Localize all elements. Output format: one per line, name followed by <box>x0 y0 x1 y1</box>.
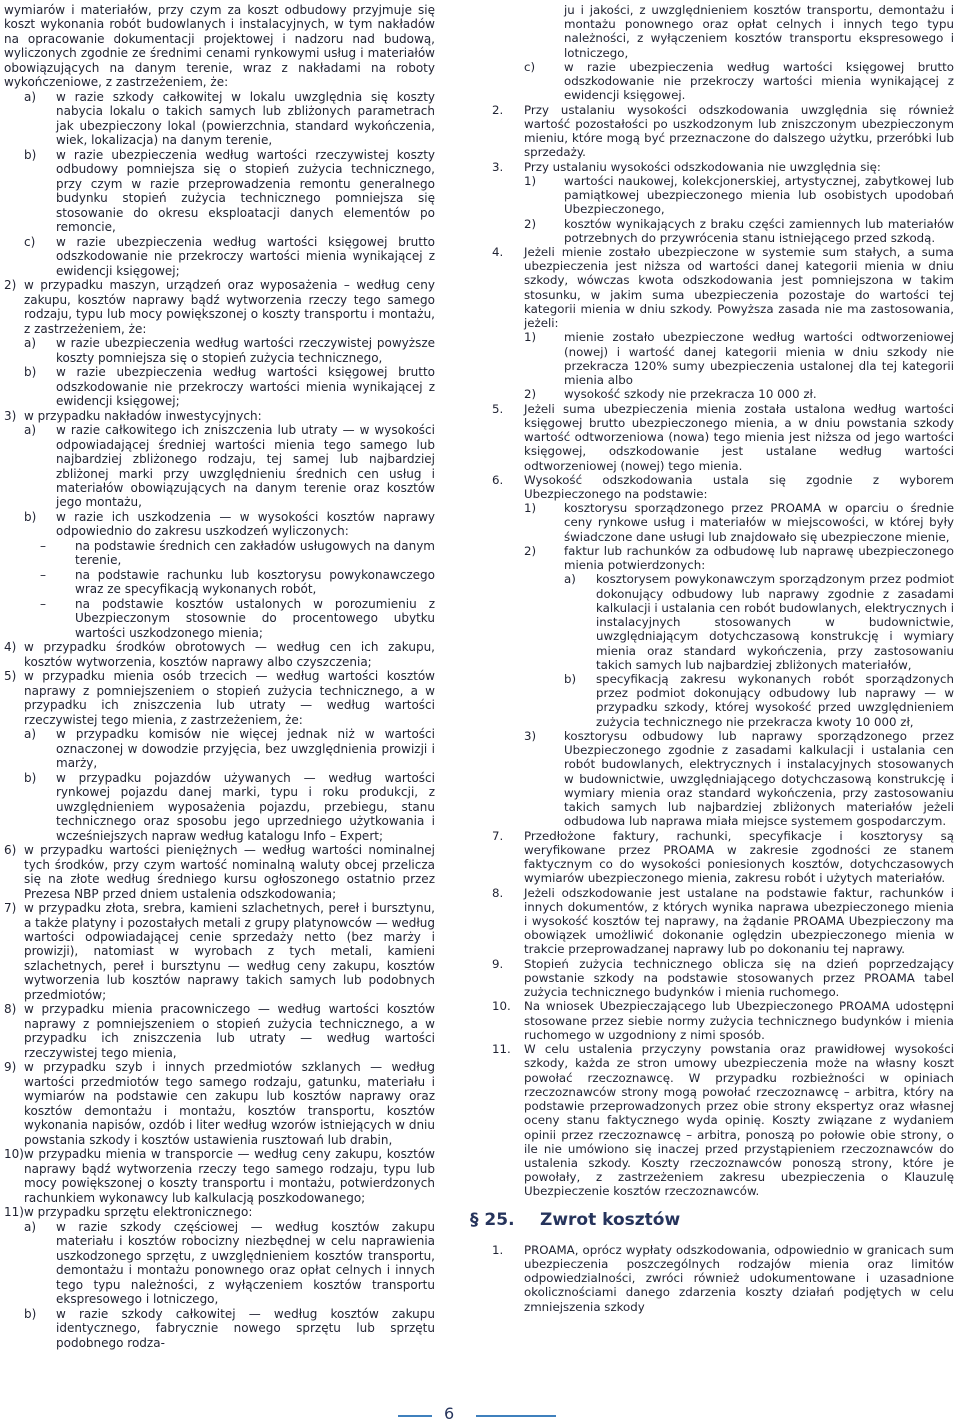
list-item <box>484 3 954 60</box>
item-label: 1. <box>492 1242 504 1257</box>
left-column <box>4 3 435 1350</box>
list-item <box>4 1220 435 1307</box>
list-item <box>484 1042 954 1199</box>
item-text: PROAMA, oprócz wypłaty odszkodowania, odpowiednio w granicach sum ubezpieczenia poszczególnych rodzajów mienia oraz limitów odpowiedzialności, zwróci również udokumentowane i uzasadnione okolicznościami danego zdarzenia koszty działań podjętych w celu zmniejszenia szkody <box>524 1242 954 1314</box>
item-label: 11. <box>492 1042 511 1057</box>
item-text: wartości naukowej, kolekcjonerskiej, artystycznej, zabytkowej lub pamiątkowej ubezpieczonego mienia lub osobistych upodobań Ubezpieczonego, <box>564 173 954 217</box>
item-text: Stopień zużycia technicznego oblicza się na dzień poprzedzający powstanie szkody na podstawie stosowanych przez PROAMA tabel zużycia technicznego budynków i mienia ruchomego. <box>524 956 954 1000</box>
item-label: b) <box>24 1306 37 1321</box>
item-label: 1) <box>524 501 537 516</box>
item-text: w przypadku mienia osób trzecich — według wartości kosztów naprawy z pomniejszeniem o stopień zużycia technicznego, a w przypadku ich zniszczenia lub utraty — według wartości rzeczywistej tego mienia, z zastrzeżeniem, że: <box>24 669 435 727</box>
list-item <box>4 3 435 90</box>
item-text: wymiarów i materiałów, przy czym za koszt odbudowy przyjmuje się koszt wykonania robót budowlanych i instalacyjnych, w tym nakładów na opracowanie dokumentacji projektowej i nadzoru nad budową, wyliczonych zgodnie ze średnimi cenami rynkowymi usług i materiałów obowiązujących na danym terenie, wraz z nakładami na roboty wykończeniowe, z zastrzeżeniem, że: <box>4 3 435 90</box>
item-text: Przy ustalaniu wysokości odszkodowania uwzględnia się również wartość pozostałości po uszkodzonym lub zniszczonym ubezpieczonym mieniu, które mogą być przeznaczone do dalszego użytku, przeróbki lub sprzedaży. <box>524 102 954 160</box>
item-label: – <box>40 538 46 553</box>
list-item <box>484 174 954 217</box>
list-item <box>4 901 435 1002</box>
item-text: w przypadku maszyn, urządzeń oraz wyposażenia – według ceny zakupu, kosztów naprawy bądź wytworzenia rzeczy tego samego rodzaju, typu lub mocy powiększonej o koszty transportu i montażu, z zastrzeżeniem, że: <box>24 278 435 336</box>
item-label: 1) <box>524 330 537 345</box>
item-label: 8. <box>492 885 504 900</box>
item-label: b) <box>24 770 37 785</box>
item-label: b) <box>24 509 37 524</box>
item-text: w przypadku wartości pieniężnych — według wartości nominalnej tych środków, przy czym wartość nominalną waluty obcej przelicza się na złote według średniego kursu ogłoszonego ostatnio przez Prezesa NBP przed dniem ustalenia odszkodowania; <box>24 843 435 901</box>
list-item <box>4 843 435 901</box>
item-text: w przypadku nakładów inwestycyjnych: <box>24 408 262 423</box>
item-text: kosztorysem powykonawczym sporządzonym przez podmiot dokonujący odbudowy lub naprawy zgodnie z zasadami kalkulacji i ustalania cen robót budowlanych, elektrycznych i instalacyjnych stosowanych w budownictwie, uwzględniającym dotychczasową konstrukcję i wymiary mienia oraz standard wykończenia, przy zastosowaniu takich samych lub najbardziej zbliżonych materiałów, <box>596 572 954 672</box>
item-text: ju i jakości, z uwzględnieniem kosztów transportu, demontażu i montażu ponownego oraz opłat celnych i innych tego typu należności, z wyłączeniem kosztów transportu ekspresowego i lotniczego, <box>564 3 954 60</box>
item-text: Jeżeli odszkodowanie jest ustalane na podstawie faktur, rachunków i innych dokumentów, z których wynika naprawa ubezpieczonego mienia i wysokość kosztów tej naprawy, na żądanie PROAMA Ubezpieczony ma obowiązek umożliwić dokonanie oględzin ubezpieczonego mienia w trakcie przeprowadzanej naprawy lub po dokonaniu tej naprawy. <box>524 885 954 957</box>
page-number: 6 <box>444 1404 455 1423</box>
item-text: w przypadku środków obrotowych — według cen ich zakupu, kosztów wytworzenia, kosztów naprawy albo czyszczenia; <box>24 640 435 669</box>
item-label: 7. <box>492 828 504 843</box>
item-text: w razie szkody częściowej — według kosztów zakupu materiału i kosztów robocizny niezbędnej w celu naprawienia uszkodzonego sprzętu, z uwzględnieniem kosztów transportu, demontażu i montażu ponownego oraz opłat celnych i innych tego typu należności, z wyłączeniem kosztów transportu ekspresowego i lotniczego, <box>56 1219 435 1307</box>
item-label: 6. <box>492 472 504 487</box>
page-footer <box>0 1413 960 1421</box>
item-label: a) <box>24 336 37 351</box>
item-text: w razie ubezpieczenia według wartości rzeczywistej powyższe koszty pomniejsza się o stopień zużycia technicznego, <box>56 336 435 365</box>
item-text: W celu ustalenia przyczyny powstania oraz prawidłowej wysokości szkody, każda ze stron umowy ubezpieczenia może na własny koszt powołać rzeczoznawcę. W przypadku rozbieżności w opiniach rzeczoznawców strony mogą powołać rzeczoznawcę – arbitra, który na podstawie przeprowadzonych przez obie strony ekspertyz oraz własnej oceny stanu faktycznego wyda opinię. Koszty związane z wydaniem opinii przez rzeczoznawcę – arbitra, ponoszą po połowie obie strony, o ile nie umówiono się inaczej przed przystąpieniem rzeczoznawców do ustalenia szkody. Koszty rzeczoznawców ponoszą strony, które je powołały, z zastrzeżeniem zakresu ubezpieczenia o Klauzulę Ubezpieczenie kosztów rzeczoznawców. <box>524 1042 954 1199</box>
item-text: w razie ubezpieczenia według wartości księgowej brutto odszkodowanie nie przekroczy wartości mienia wynikającej z ewidencji księgowej; <box>56 234 435 278</box>
list-item <box>484 60 954 103</box>
list-item <box>4 336 435 365</box>
list-item <box>484 572 954 672</box>
list-item <box>484 330 954 387</box>
list-item <box>484 103 954 160</box>
list-item <box>4 1147 435 1205</box>
list-item <box>4 539 435 568</box>
item-label: – <box>40 596 46 611</box>
list-item <box>484 1243 954 1314</box>
list-item <box>484 217 954 245</box>
list-item <box>4 365 435 408</box>
section-title: Zwrot kosztów <box>540 1209 681 1230</box>
section-number: § 25. <box>470 1209 515 1230</box>
list-item <box>484 729 954 829</box>
item-text: w razie całkowitego ich zniszczenia lub utraty — w wysokości odpowiadającej średniej wartości mienia tego samego lub najbardziej zbliżonego rodzaju, tej samej lub najbardziej zbliżonej marki przy uwzględnieniu średnich cen usług i materiałów obowiązujących na danym terenie oraz kosztów jego montażu, <box>56 423 435 510</box>
item-label: 3) <box>524 728 537 743</box>
list-item <box>4 409 435 423</box>
list-item <box>4 597 435 640</box>
list-item <box>4 423 435 510</box>
item-label: 9. <box>492 956 504 971</box>
item-text: w razie ubezpieczenia według wartości rzeczywistej koszty odbudowy pomniejsza się o stopień zużycia technicznego, przy czym w razie przeprowadzenia remontu generalnego budynku stopień zużycia technicznego pomniejsza się stosowanie do okresu eksploatacji danych elementów po remoncie, <box>56 147 435 235</box>
list-item <box>484 886 954 957</box>
item-text: w przypadku komisów nie więcej jednak niż w wartości oznaczonej w dowodzie przyjęcia, bez uwzględnienia prowizji i marży, <box>56 727 435 771</box>
list-item <box>484 957 954 1000</box>
list-item <box>4 90 435 148</box>
item-text: w razie szkody całkowitej — według kosztów zakupu identycznego, fabrycznie nowego sprzętu lub sprzętu podobnego rodza- <box>56 1306 435 1350</box>
item-text: w przypadku mienia w transporcie — według ceny zakupu, kosztów naprawy bądź wytworzenia rzeczy tego samego rodzaju, typu lub mocy powiększonej o koszty transportu i montażu, potwierdzonych rachunkiem wykonawcy lub kalkulacją poszkodowanego; <box>24 1147 435 1205</box>
item-text: w razie ubezpieczenia według wartości księgowej brutto odszkodowanie nie przekroczy wartości mienia wynikającej z ewidencji księgowej. <box>564 59 954 103</box>
item-text: Wysokość odszkodowania ustala się zgodnie z wyborem Ubezpieczonego na podstawie: <box>524 472 954 501</box>
item-label: a) <box>24 89 37 104</box>
list-item <box>484 999 954 1042</box>
item-label: b) <box>564 672 577 687</box>
item-text: w przypadku złota, srebra, kamieni szlachetnych, pereł i bursztynu, a także platyny i pozostałych metali z grupy platynowców — według wartości odpowiadającej cenie sprzedaży netto (bez marży i prowizji), natomiast w wyrobach z tych metali, kamieni szlachetnych, pereł i bursztynu — według ceny zakupu, kosztów wytworzenia lub kosztów naprawy takich samych lub podobnych przedmiotów; <box>24 901 436 1002</box>
item-label: 11) <box>4 1205 24 1220</box>
item-text: w razie ubezpieczenia według wartości księgowej brutto odszkodowanie nie przekroczy wartości mienia wynikającej z ewidencji księgowej; <box>56 365 435 409</box>
item-label: a) <box>24 727 37 742</box>
item-text: w razie ich uszkodzenia — w wysokości kosztów naprawy odpowiednio do zakresu uszkodzeń wyliczonych: <box>56 509 435 539</box>
list-item <box>484 245 954 330</box>
item-text: wysokość szkody nie przekracza 10 000 zł. <box>564 387 817 402</box>
item-label: c) <box>524 59 536 74</box>
list-item <box>4 278 435 336</box>
item-label: 2. <box>492 102 504 117</box>
item-text: w przypadku mienia pracowniczego — według wartości kosztów naprawy z pomniejszeniem o stopień zużycia technicznego, a w przypadku ich zniszczenia lub utraty — według wartości rzeczywistej tego mienia, <box>24 1002 435 1060</box>
list-item <box>4 727 435 770</box>
item-label: 10) <box>4 1147 24 1162</box>
item-label: 9) <box>4 1060 17 1075</box>
list-item <box>4 771 435 843</box>
item-label: 8) <box>4 1002 17 1017</box>
item-text: w przypadku sprzętu elektronicznego: <box>24 1205 253 1220</box>
item-text: faktur lub rachunków za odbudowę lub naprawę ubezpieczonego mienia potwierdzonych: <box>564 543 954 573</box>
list-item <box>484 473 954 501</box>
list-item <box>484 501 954 544</box>
item-label: a) <box>24 423 37 438</box>
list-item <box>4 640 435 669</box>
list-item <box>4 1060 435 1147</box>
list-item <box>484 402 954 473</box>
list-item <box>4 1205 435 1219</box>
item-label: 4. <box>492 244 504 259</box>
item-label: 5. <box>492 401 504 416</box>
item-text: Na wniosek Ubezpieczającego lub Ubezpieczonego PROAMA udostępni stosowane przez siebie normy zużycia technicznego budynków i mienia ruchomego w uzgodniony z nimi sposób. <box>524 999 954 1042</box>
item-label: b) <box>24 365 37 380</box>
item-label: – <box>40 567 46 582</box>
item-text: Jeżeli mienie zostało ubezpieczone w systemie sum stałych, a suma ubezpieczenia jest niższa od wartości danej kategorii mienia w dniu szkody, wówczas kwota odszkodowania jest pomniejszona w takim stosunku, w jakim suma ubezpieczenia pozostaje do wartości tej kategorii mienia w dniu szkody. Powyższa zasada nie ma zastosowania, jeżeli: <box>524 244 954 331</box>
item-label: 2) <box>524 543 537 558</box>
item-label: 2) <box>524 216 537 231</box>
item-label: 3) <box>4 408 17 423</box>
item-label: a) <box>24 1219 37 1234</box>
item-label: 3. <box>492 159 504 174</box>
item-text: Przedłożone faktury, rachunki, specyfikacje i kosztorysy są weryfikowane przez PROAMA w zakresie zgodności ze stanem faktycznym co do wysokości poniesionych kosztów, dotychczasowych wymiarów ubezpieczonego mienia, zakresu robót i użytych materiałów. <box>524 828 954 886</box>
item-label: 2) <box>4 278 17 293</box>
list-item <box>4 1307 435 1350</box>
item-text: mienie zostało ubezpieczone według wartości odtworzeniowej (nowej) i wartość danej kategorii mienia w dniu szkody nie przekracza 120% sumy ubezpieczenia ustalonej dla tej kategorii mienia albo <box>564 330 954 388</box>
list-item <box>4 148 435 235</box>
list-item <box>4 1002 435 1060</box>
item-text: Jeżeli suma ubezpieczenia mienia została ustalona według wartości księgowej brutto ubezpieczonego mienia, a w dniu powstania szkody wartość odtworzeniowa (nowa) tego mienia jest niższa od jego wartości księgowej, odszkodowanie jest ustalane według wartości odtworzeniowej (nowej) tego mienia. <box>524 401 954 473</box>
list-item <box>484 544 954 572</box>
item-label: 7) <box>4 901 17 916</box>
item-text: na podstawie średnich cen zakładów usługowych na danym terenie, <box>75 538 435 568</box>
item-label: 10. <box>492 999 511 1014</box>
item-text: w przypadku pojazdów używanych — według wartości rynkowej pojazdu danej marki, typu i roku produkcji, z uwzględnieniem wyposażenia pojazdu, przebiegu, stanu technicznego oraz sposobu jego uprzedniego użytkowania i wcześniejszych napraw według katalogu Info – Expert; <box>56 770 435 843</box>
list-item <box>484 829 954 886</box>
list-item <box>484 672 954 729</box>
right-column <box>470 3 954 1314</box>
item-text: na podstawie rachunku lub kosztorysu powykonawczego wraz ze specyfikacją wykonanych robót, <box>75 567 435 597</box>
item-label: 6) <box>4 843 17 858</box>
item-text: na podstawie kosztów ustalonych w porozumieniu z Ubezpieczonym stosownie do procentowego ubytku wartości uszkodzonego mienia; <box>75 596 435 640</box>
list-item <box>4 235 435 278</box>
list-item <box>4 568 435 597</box>
item-label: 2) <box>524 387 537 402</box>
item-label: c) <box>24 234 36 249</box>
footer-rule-left <box>398 1415 432 1417</box>
list-item <box>484 387 954 401</box>
list-item <box>4 510 435 539</box>
item-label: 4) <box>4 640 17 655</box>
item-label: 5) <box>4 669 17 684</box>
item-text: Przy ustalaniu wysokości odszkodowania nie uwzględnia się: <box>524 159 881 174</box>
item-text: kosztorysu odbudowy lub naprawy sporządzonego przez Ubezpieczonego zgodnie z zasadami kalkulacji i ustalania cen robót budowlanych, elektrycznych i instalacyjnych stosowanych w budownictwie, uwzględniającego dotychczasową konstrukcję i wymiary mienia oraz standard wykończenia, przy zastosowaniu takich samych lub najbardziej zbliżonych materiałów jeżeli odbudowa lub naprawa miała miejsce systemem gospodarczym. <box>564 728 954 829</box>
item-text: w razie szkody całkowitej w lokalu uwzględnia się koszty nabycia lokalu o takich samych lub zbliżonych parametrach jak ubezpieczony lokal (powierzchnia, standard wykończenia, wiek, lokalizacja) na danym terenie, <box>56 89 435 148</box>
footer-rule-right <box>476 1415 556 1417</box>
list-item <box>484 160 954 174</box>
item-text: specyfikacją zakresu wykonanych robót sporządzonych przez podmiot dokonujący odbudowy lub naprawy — w przypadku szkody, której wysokość przed uwzględnieniem zużycia technicznego nie przekracza kwoty 10 000 zł, <box>596 672 954 729</box>
item-label: 1) <box>524 173 537 188</box>
item-text: kosztów wynikających z braku części zamiennych lub materiałów potrzebnych do przywrócenia stanu istniejącego przed szkodą. <box>564 216 954 245</box>
list-item <box>4 669 435 727</box>
section-heading <box>470 1209 954 1235</box>
item-label: a) <box>564 572 576 587</box>
item-text: w przypadku szyb i innych przedmiotów szklanych — według wartości przedmiotów tego samego rodzaju, gatunku, materiału i wymiarów na podstawie cen zakupu lub kosztów naprawy oraz kosztów demontażu i montażu, kosztów transportu, kosztów wykonania napisów, ozdób i liter według wzorów istniejących w dniu powstania szkody i kosztów ustawienia rusztowań lub drabin, <box>24 1060 435 1147</box>
item-text: kosztorysu sporządzonego przez PROAMA w oparciu o średnie ceny rynkowe usług i materiałów w miejscowości, w której były świadczone dane usługi lub znajdowało się ubezpieczone mienie, <box>564 501 954 544</box>
item-label: b) <box>24 147 37 162</box>
